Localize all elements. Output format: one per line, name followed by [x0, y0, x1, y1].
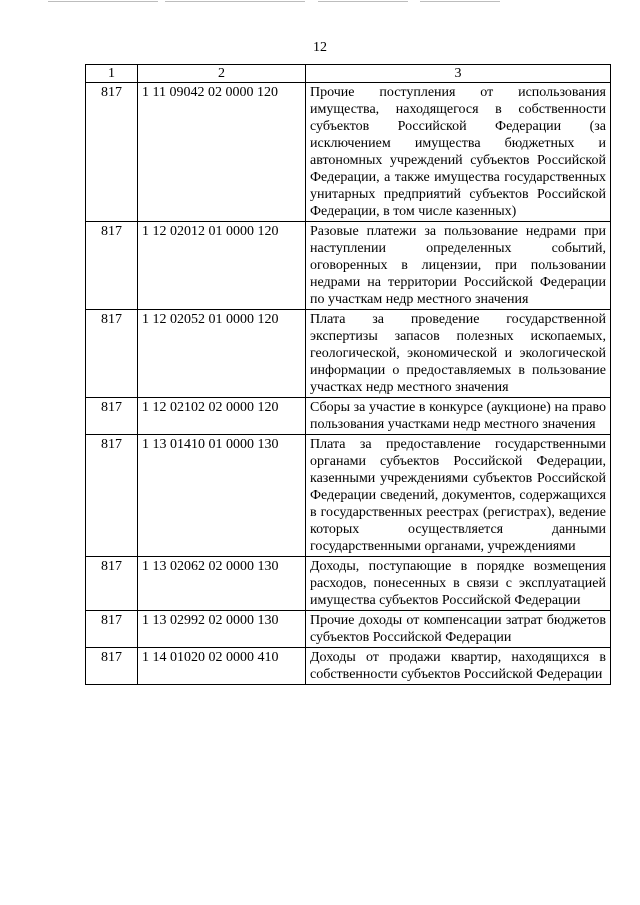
- admin-code-cell: 817: [86, 310, 138, 398]
- budget-code-cell: 1 13 02062 02 0000 130: [138, 557, 306, 611]
- column-header-2: 2: [138, 65, 306, 83]
- revenue-name-cell: Плата за проведение государственной экспертизы запасов полезных ископаемых, геологической, экономической и экологической информации о предоставляемых в пользование участках недр местного значения: [306, 310, 611, 398]
- scan-edge-line: [165, 1, 305, 2]
- budget-code-cell: 1 12 02052 01 0000 120: [138, 310, 306, 398]
- table-row: [86, 222, 611, 310]
- budget-code-cell: 1 13 01410 01 0000 130: [138, 435, 306, 557]
- scan-edge-line: [420, 1, 500, 2]
- revenue-codes-table: [85, 64, 611, 685]
- revenue-name-cell: Прочие поступления от использования имущества, находящегося в собственности субъектов Российской Федерации (за исключением имущества бюджетных и автономных учреждений субъектов Российской Федерации, а также имущества государственных унитарных предприятий субъектов Российской Федерации, в том числе казенных): [306, 83, 611, 222]
- budget-code-cell: 1 12 02102 02 0000 120: [138, 398, 306, 435]
- budget-code-cell: 1 14 01020 02 0000 410: [138, 648, 306, 685]
- table-row: [86, 648, 611, 685]
- revenue-name-cell: Сборы за участие в конкурсе (аукционе) на право пользования участками недр местного значения: [306, 398, 611, 435]
- admin-code-cell: 817: [86, 648, 138, 685]
- table-row: [86, 310, 611, 398]
- table-row: [86, 398, 611, 435]
- revenue-name-cell: Доходы, поступающие в порядке возмещения расходов, понесенных в связи с эксплуатацией имущества субъектов Российской Федерации: [306, 557, 611, 611]
- budget-code-cell: 1 13 02992 02 0000 130: [138, 611, 306, 648]
- revenue-name-cell: Разовые платежи за пользование недрами при наступлении определенных событий, оговоренных в лицензии, при пользовании недрами на территории Российской Федерации по участкам недр местного значения: [306, 222, 611, 310]
- budget-code-cell: 1 11 09042 02 0000 120: [138, 83, 306, 222]
- table-row: [86, 557, 611, 611]
- revenue-name-cell: Доходы от продажи квартир, находящихся в собственности субъектов Российской Федерации: [306, 648, 611, 685]
- column-header-1: 1: [86, 65, 138, 83]
- admin-code-cell: 817: [86, 557, 138, 611]
- table-row: [86, 435, 611, 557]
- table-header-row: [86, 65, 611, 83]
- page-number: 12: [313, 40, 327, 55]
- admin-code-cell: 817: [86, 398, 138, 435]
- scan-edge-line: [48, 1, 158, 2]
- table-row: [86, 83, 611, 222]
- table-row: [86, 611, 611, 648]
- admin-code-cell: 817: [86, 83, 138, 222]
- admin-code-cell: 817: [86, 611, 138, 648]
- revenue-name-cell: Прочие доходы от компенсации затрат бюджетов субъектов Российской Федерации: [306, 611, 611, 648]
- admin-code-cell: 817: [86, 222, 138, 310]
- scan-edge-line: [318, 1, 408, 2]
- column-header-3: 3: [306, 65, 611, 83]
- revenue-name-cell: Плата за предоставление государственными органами субъектов Российской Федерации, казенными учреждениями субъектов Российской Федерации сведений, документов, содержащихся в государственных реестрах (регистрах), ведение которых осуществляется данными государственными органами, учреждениями: [306, 435, 611, 557]
- admin-code-cell: 817: [86, 435, 138, 557]
- budget-code-cell: 1 12 02012 01 0000 120: [138, 222, 306, 310]
